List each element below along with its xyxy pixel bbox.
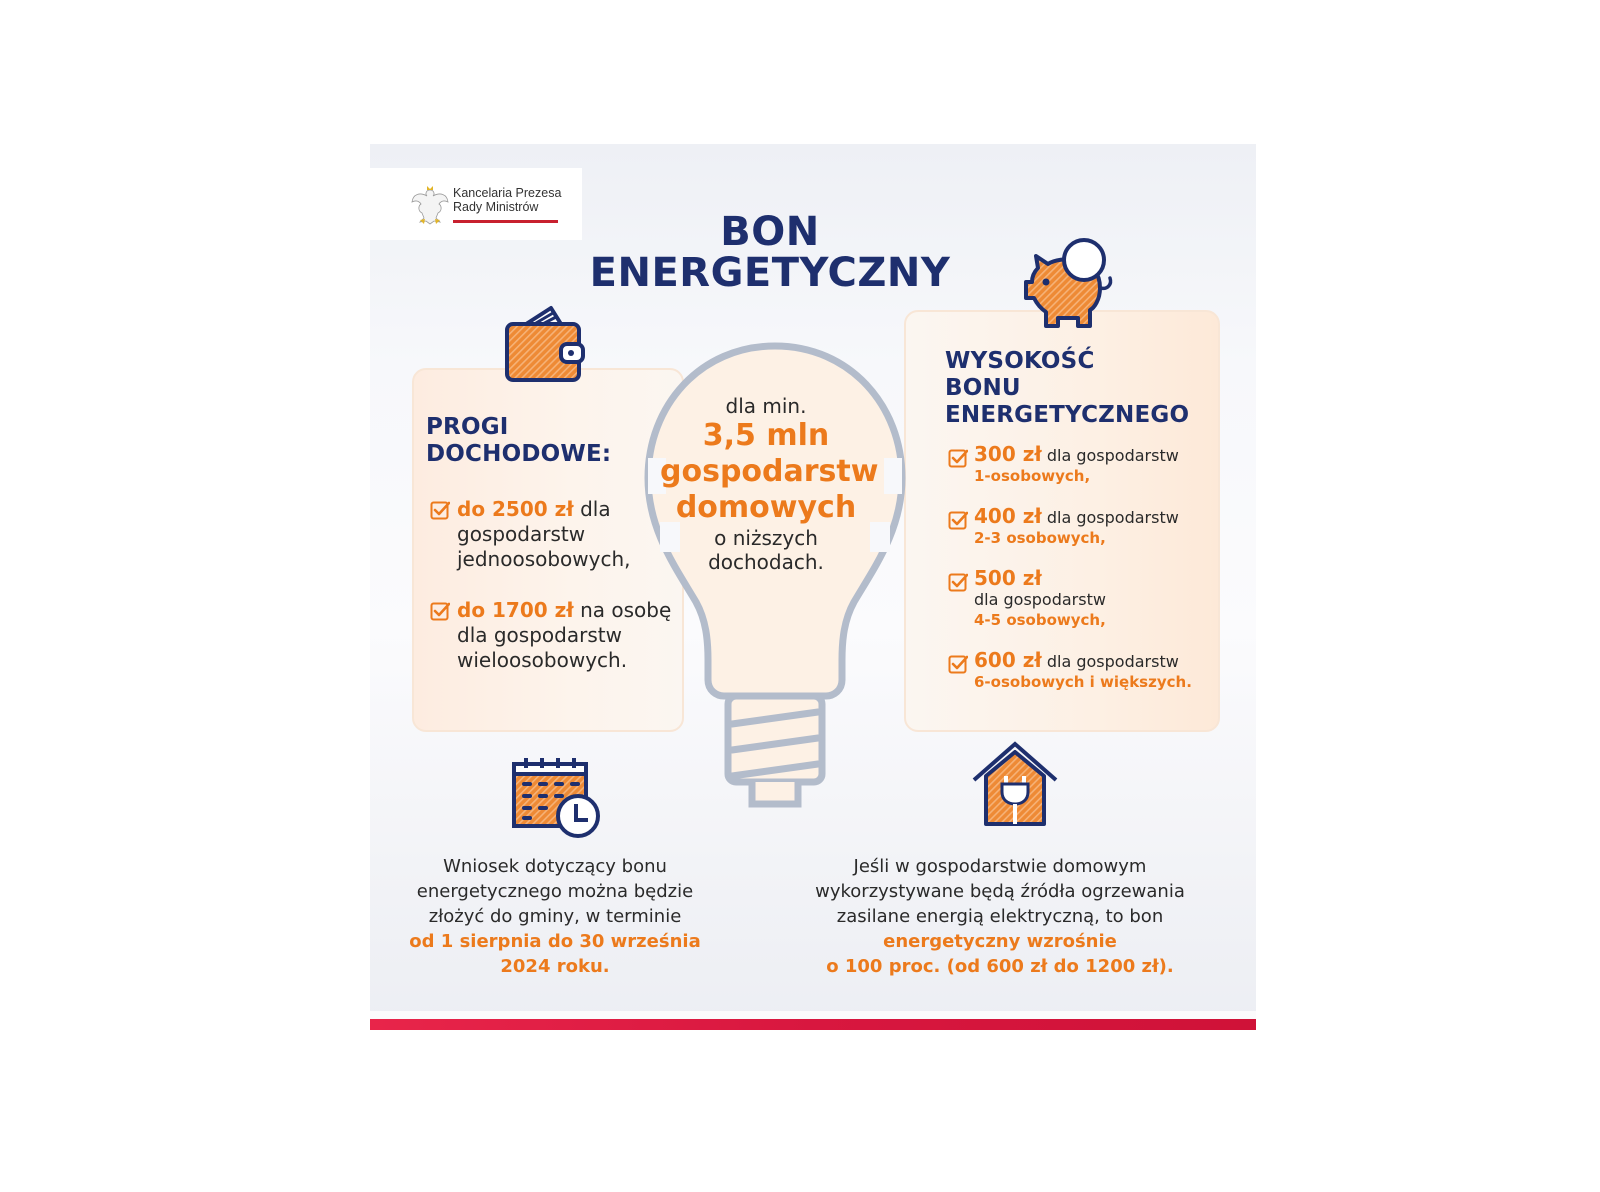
logo [370,168,582,240]
wallet-icon [503,304,587,384]
checkbox-icon [948,448,968,468]
bonus-amount-title: WYSOKOŚĆ BONU ENERGETYCZNEGO [945,348,1190,428]
footer-red-bar [370,1019,1256,1030]
bonus-amount-item: 500 zł dla gospodarstw 4-5 osobowych, [974,566,1106,629]
checkbox-icon [948,572,968,592]
income-thresholds-title: PROGI DOCHODOWE: [426,414,612,467]
page-title: BON ENERGETYCZNY [589,209,951,296]
checkbox-icon [430,601,450,621]
logo-text: Kancelaria Prezesa Rady Ministrów [453,186,562,214]
bulb-text: dla min. 3,5 mln gospodarstw domowych o niższych dochodach. [660,394,879,574]
income-threshold-item: do 2500 zł dla gospodarstw jednoosobowych, [457,497,631,571]
footer-strip [370,1011,1256,1019]
checkbox-icon [948,510,968,530]
bonus-amount-item: 300 zł dla gospodarstw 1-osobowych, [974,442,1179,485]
white-eagle-emblem-icon [410,184,450,226]
logo-underline [453,220,558,223]
application-info: Wniosek dotyczący bonu energetycznego można będzie złożyć do gminy, w terminie od 1 sierpnia do 30 września 2024 roku. [409,856,701,977]
bonus-amount-item: 400 zł dla gospodarstw 2-3 osobowych, [974,504,1179,547]
house-plug-icon [970,740,1060,828]
income-threshold-item: do 1700 zł na osobę dla gospodarstw wieloosobowych. [457,598,672,672]
bonus-amount-item: 600 zł dla gospodarstw 6-osobowych i większych. [974,648,1192,691]
electric-heating-info: Jeśli w gospodarstwie domowym wykorzystywane będą źródła ogrzewania zasilane energią elektryczną, to bon energetyczny wzrośnie o 100 proc. (od 600 zł do 1200 zł). [815,856,1185,977]
calendar-clock-icon [510,754,604,840]
piggy-bank-icon [1020,238,1120,332]
checkbox-icon [948,654,968,674]
checkbox-icon [430,500,450,520]
infographic [370,144,1256,1030]
